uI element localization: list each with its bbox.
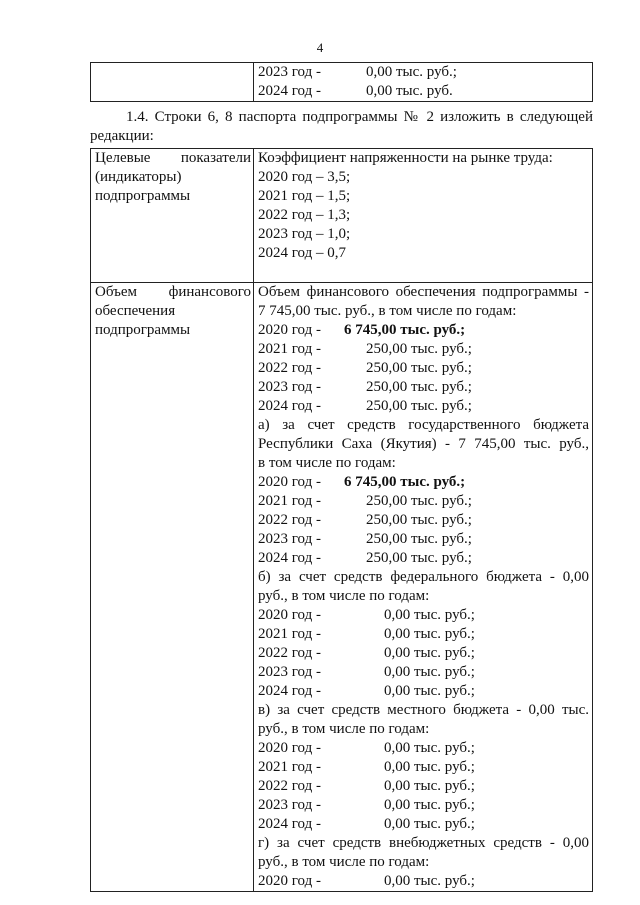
list-item: [258, 530, 589, 549]
indicator-title: Коэффициент напряженности на рынке труда:: [258, 150, 553, 166]
paragraph-line: в том числе по годам:: [258, 455, 396, 471]
list-item: 2022 год – 1,3;: [258, 207, 351, 223]
paragraph-line: руб., в том числе по годам:: [258, 588, 430, 604]
year-value: 0,00 тыс. руб.;: [384, 607, 475, 623]
list-item: [258, 397, 589, 416]
list-item: [258, 473, 589, 492]
year-value: 0,00 тыс. руб.;: [384, 759, 475, 775]
row-label: Целевые показатели: [95, 150, 251, 166]
year-value: 0,00 тыс. руб.;: [384, 683, 475, 699]
passport-table: [90, 148, 593, 892]
top-table: [90, 62, 593, 102]
paragraph-line: руб., в том числе по годам:: [258, 854, 430, 870]
section-heading: [90, 108, 593, 146]
list-item: [258, 815, 589, 834]
year-value: 250,00 тыс. руб.;: [366, 493, 472, 509]
year-value: 250,00 тыс. руб.;: [366, 550, 472, 566]
year-label: 2020 год -: [258, 607, 321, 623]
list-item: [258, 340, 589, 359]
year-label: 2024 год -: [258, 550, 321, 566]
paragraph-line: в) за счет средств местного бюджета - 0,00 тыс.: [258, 702, 589, 718]
year-label: 2020 год -: [258, 740, 321, 756]
list-item: [258, 321, 589, 340]
year-value: 0,00 тыс. руб.;: [384, 645, 475, 661]
label-cell: [91, 283, 254, 891]
year-value: 0,00 тыс. руб.;: [384, 797, 475, 813]
year-label: 2023 год -: [258, 797, 321, 813]
list-item: 2024 год – 0,7: [258, 245, 346, 261]
paragraph-line: Республики Саха (Якутия) - 7 745,00 тыс. руб.,: [258, 436, 589, 452]
table-row: [91, 63, 592, 101]
list-item: [258, 777, 589, 796]
paragraph-line: 7 745,00 тыс. руб., в том числе по годам:: [258, 303, 517, 319]
row-label: (индикаторы): [95, 169, 182, 185]
heading-line: редакции:: [90, 128, 154, 144]
year-label: 2020 год -: [258, 873, 321, 889]
list-item: [258, 663, 589, 682]
year-value: 0,00 тыс. руб.: [366, 83, 453, 99]
year-value: 250,00 тыс. руб.;: [366, 398, 472, 414]
year-value: 0,00 тыс. руб.;: [384, 626, 475, 642]
list-item: [258, 625, 589, 644]
year-label: 2024 год -: [258, 816, 321, 832]
year-value: 6 745,00 тыс. руб.;: [344, 474, 466, 490]
year-value: 250,00 тыс. руб.;: [366, 512, 472, 528]
year-value: 0,00 тыс. руб.;: [384, 816, 475, 832]
value-cell: [254, 283, 592, 891]
list-item: [258, 758, 589, 777]
list-item: [258, 644, 589, 663]
year-value: 0,00 тыс. руб.;: [384, 873, 475, 889]
row-label: подпрограммы: [95, 188, 191, 204]
paragraph-line: г) за счет средств внебюджетных средств - 0,00: [258, 835, 589, 851]
year-label: 2024 год -: [258, 83, 321, 99]
year-label: 2021 год -: [258, 759, 321, 775]
paragraph-line: а) за счет средств государственного бюджета: [258, 417, 589, 433]
list-item: [258, 872, 589, 891]
paragraph-line: Объем финансового обеспечения подпрограммы -: [258, 284, 589, 300]
year-value: 0,00 тыс. руб.;: [384, 664, 475, 680]
year-value: 250,00 тыс. руб.;: [366, 360, 472, 376]
list-item: [258, 378, 589, 397]
year-value: 0,00 тыс. руб.;: [384, 740, 475, 756]
value-cell: [254, 149, 592, 282]
paragraph-line: руб., в том числе по годам:: [258, 721, 430, 737]
year-value: 0,00 тыс. руб.;: [366, 64, 457, 80]
page-number: 4: [316, 40, 324, 55]
row-label: Объем финансового: [95, 284, 251, 300]
list-item: [258, 63, 589, 82]
year-label: 2021 год -: [258, 626, 321, 642]
year-label: 2022 год -: [258, 778, 321, 794]
row-label: обеспечения: [95, 303, 176, 319]
year-value: 0,00 тыс. руб.;: [384, 778, 475, 794]
year-label: 2024 год -: [258, 683, 321, 699]
value-cell: [254, 63, 592, 101]
year-label: 2023 год -: [258, 64, 321, 80]
label-cell: [91, 149, 254, 282]
list-item: [258, 739, 589, 758]
list-item: 2020 год – 3,5;: [258, 169, 351, 185]
year-label: 2024 год -: [258, 398, 321, 414]
list-item: 2021 год – 1,5;: [258, 188, 351, 204]
list-item: [258, 359, 589, 378]
table-row: [91, 282, 592, 891]
year-label: 2020 год -: [258, 322, 321, 338]
year-value: 250,00 тыс. руб.;: [366, 341, 472, 357]
year-label: 2022 год -: [258, 360, 321, 376]
year-value: 6 745,00 тыс. руб.;: [344, 322, 466, 338]
year-label: 2023 год -: [258, 379, 321, 395]
list-item: [258, 82, 589, 101]
table-row: [91, 149, 592, 282]
list-item: [258, 796, 589, 815]
heading-line: 1.4. Строки 6, 8 паспорта подпрограммы № 2 изложить в следующей: [126, 109, 593, 125]
list-item: [258, 492, 589, 511]
year-label: 2020 год -: [258, 474, 321, 490]
year-label: 2021 год -: [258, 493, 321, 509]
label-cell: [91, 63, 254, 101]
row-label: подпрограммы: [95, 322, 191, 338]
year-label: 2022 год -: [258, 645, 321, 661]
year-label: 2023 год -: [258, 531, 321, 547]
list-item: [258, 549, 589, 568]
list-item: 2023 год – 1,0;: [258, 226, 351, 242]
year-label: 2022 год -: [258, 512, 321, 528]
year-label: 2023 год -: [258, 664, 321, 680]
year-value: 250,00 тыс. руб.;: [366, 379, 472, 395]
list-item: [258, 511, 589, 530]
list-item: [258, 606, 589, 625]
year-label: 2021 год -: [258, 341, 321, 357]
year-value: 250,00 тыс. руб.;: [366, 531, 472, 547]
paragraph-line: б) за счет средств федерального бюджета - 0,00: [258, 569, 589, 585]
list-item: [258, 682, 589, 701]
